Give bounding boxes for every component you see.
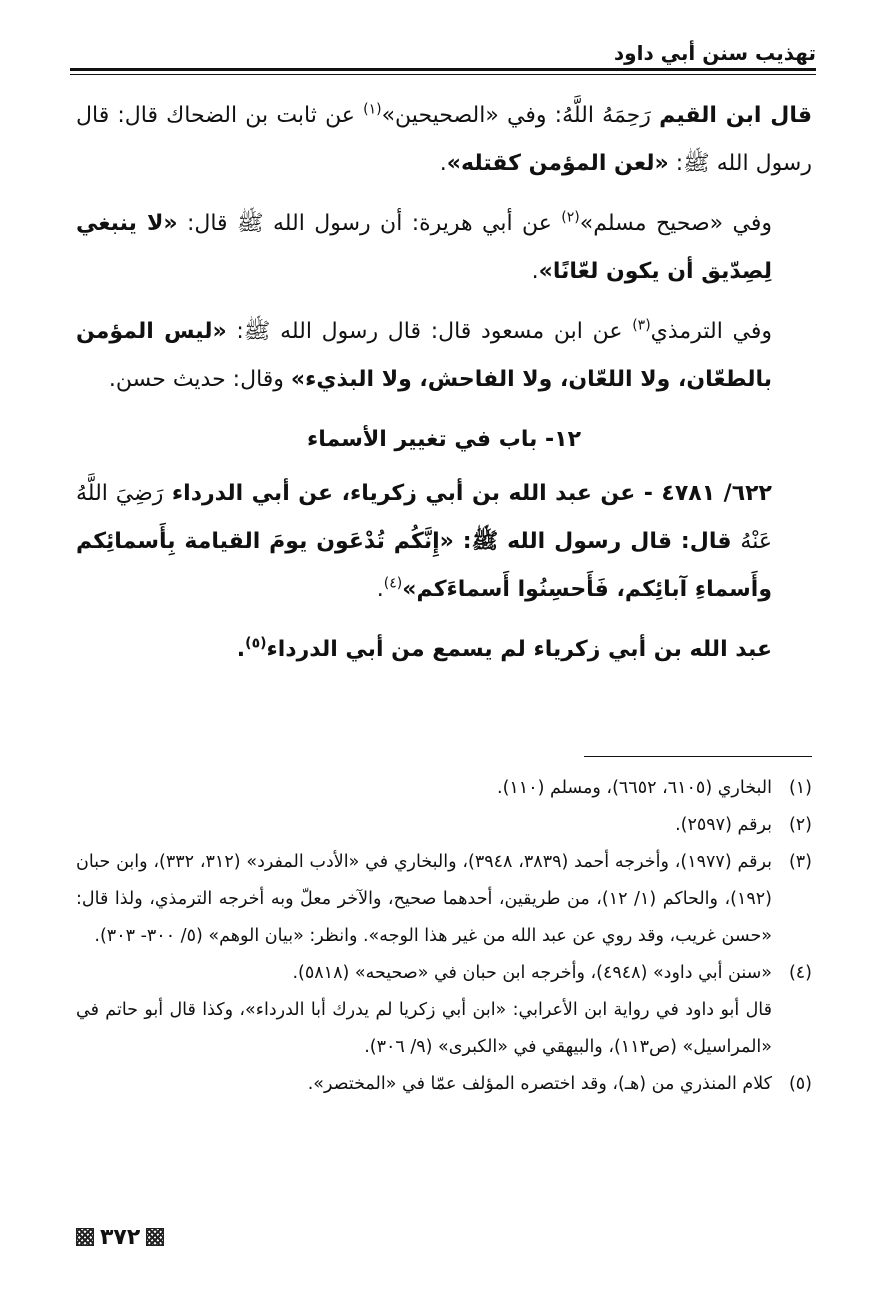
page-header — [70, 38, 816, 74]
ornament-icon — [146, 1228, 164, 1246]
mundhiri-comment — [76, 626, 812, 674]
ornament-icon — [76, 1228, 94, 1246]
paragraph-muslim — [76, 200, 812, 296]
footnote-1 — [76, 770, 812, 807]
paragraph-text: عبد الله بن أبي زكرياء لم يسمع من أبي الدرداء — [266, 637, 772, 662]
paragraph-text: وفي الترمذي — [650, 319, 772, 344]
section-heading: ١٢- باب في تغيير الأسماء — [306, 427, 582, 452]
footnote-5 — [76, 1066, 812, 1103]
punctuation: . — [236, 637, 246, 662]
footnote-text: برقم (١٩٧٧)، وأخرجه أحمد (٣٨٣٩، ٣٩٤٨)، والبخاري في «الأدب المفرد» (٣١٢، ٣٣٢)، وابن حبان (١٩٢)، والحاكم (١/ ١٢)، من طريقين، أحدهما صحيح، والآخر معلّ وبه أخرجه الترمذي، ولذا قال: «حسن غريب، وقد روي عن عبد الله من غير هذا الوجه». وانظر: «بيان الوهم» (٥/ ٣٠٠- ٣٠٣). — [76, 852, 772, 946]
footnote-number: (٤) — [788, 963, 812, 983]
footnote-text: كلام المنذري من (هـ)، وقد اختصره المؤلف عمّا في «المختصر». — [307, 1074, 772, 1094]
footnote-ref-3[interactable]: (٣) — [632, 317, 651, 334]
punctuation: . — [531, 259, 539, 284]
hadith-quote: «إِنَّكُم تُدْعَون يومَ القيامة بِأَسمائِكم وأَسماءِ آبائِكم، فَأَحسِنُوا أَسماءَكم» — [76, 529, 772, 602]
footnote-number: (٥) — [788, 1074, 812, 1094]
footnote-text: برقم (٢٥٩٧). — [675, 815, 772, 835]
paragraph-text: وقال: حديث حسن. — [108, 367, 291, 392]
page-number-block — [76, 1222, 164, 1252]
footnote-2 — [76, 807, 812, 844]
hadith-chain: عن عبد الله بن أبي زكرياء، عن أبي الدرداء — [163, 481, 644, 506]
hadith-quote: «لا ينبغي لِصِدّيق أن يكون لعّانًا» — [76, 211, 772, 284]
paragraph-text: عن أبي هريرة: أن رسول الله ﷺ قال: — [177, 211, 562, 236]
footnote-number: (٣) — [788, 852, 812, 872]
honorific: رَحِمَهُ اللَّهُ — [562, 103, 651, 128]
speaker-name: قال ابن القيم — [659, 103, 813, 128]
footnote-4-continuation: قال أبو داود في رواية ابن الأعرابي: «ابن أبي زكريا لم يدرك أبا الدرداء»، وكذا قال أبو حاتم في «المراسيل» (ص١١٣)، والبيهقي في «الكبرى» (٩/ ٣٠٦). — [76, 1000, 772, 1057]
footnote-ref-1[interactable]: (١) — [363, 101, 382, 118]
paragraph-text: : وفي «الصحيحين» — [381, 103, 563, 128]
running-title: تهذيب سنن أبي داود — [613, 41, 816, 65]
paragraph-text: عن ابن مسعود قال: قال رسول الله ﷺ: — [226, 319, 633, 344]
footnote-separator — [584, 756, 812, 757]
hadith-paragraph — [76, 470, 812, 614]
footnotes — [76, 770, 812, 1103]
footnote-ref-5[interactable]: (٥) — [245, 635, 267, 652]
paragraph-ibn-qayyim — [76, 92, 812, 188]
hadith-quote: «لعن المؤمن كقتله» — [446, 151, 669, 176]
header-rule-thick — [70, 68, 816, 71]
paragraph-text: وفي «صحيح مسلم» — [579, 211, 772, 236]
hadith-number: ٦٢٢/ ٤٧٨١ - — [643, 481, 772, 506]
footnote-3 — [76, 844, 812, 955]
paragraph-text: عن ثابت بن الضحاك قال: قال رسول الله ﷺ: — [76, 103, 812, 176]
footnote-number: (١) — [788, 778, 812, 798]
footnote-number: (٢) — [788, 815, 812, 835]
footnote-text: البخاري (٦١٠٥، ٦٦٥٢)، ومسلم (١١٠). — [497, 778, 772, 798]
page-number: ٣٧٢ — [100, 1224, 141, 1250]
honorific: رَضِيَ اللَّهُ عَنْهُ — [76, 481, 772, 554]
header-rule-thin — [70, 74, 816, 75]
paragraph-tirmidhi — [76, 308, 812, 404]
hadith-quote: «ليس المؤمن بالطعّان، ولا اللعّان، ولا الفاحش، ولا البذيء» — [76, 319, 772, 392]
main-text — [76, 92, 812, 686]
footnote-4 — [76, 955, 812, 992]
footnote-ref-4[interactable]: (٤) — [383, 575, 403, 592]
punctuation: . — [439, 151, 447, 176]
footnote-text: «سنن أبي داود» (٤٩٤٨)، وأخرجه ابن حبان في «صحيحه» (٥٨١٨). — [292, 963, 772, 983]
footnote-ref-2[interactable]: (٢) — [561, 209, 580, 226]
punctuation: . — [376, 577, 384, 602]
hadith-chain: قال: قال رسول الله ﷺ: — [453, 529, 741, 554]
